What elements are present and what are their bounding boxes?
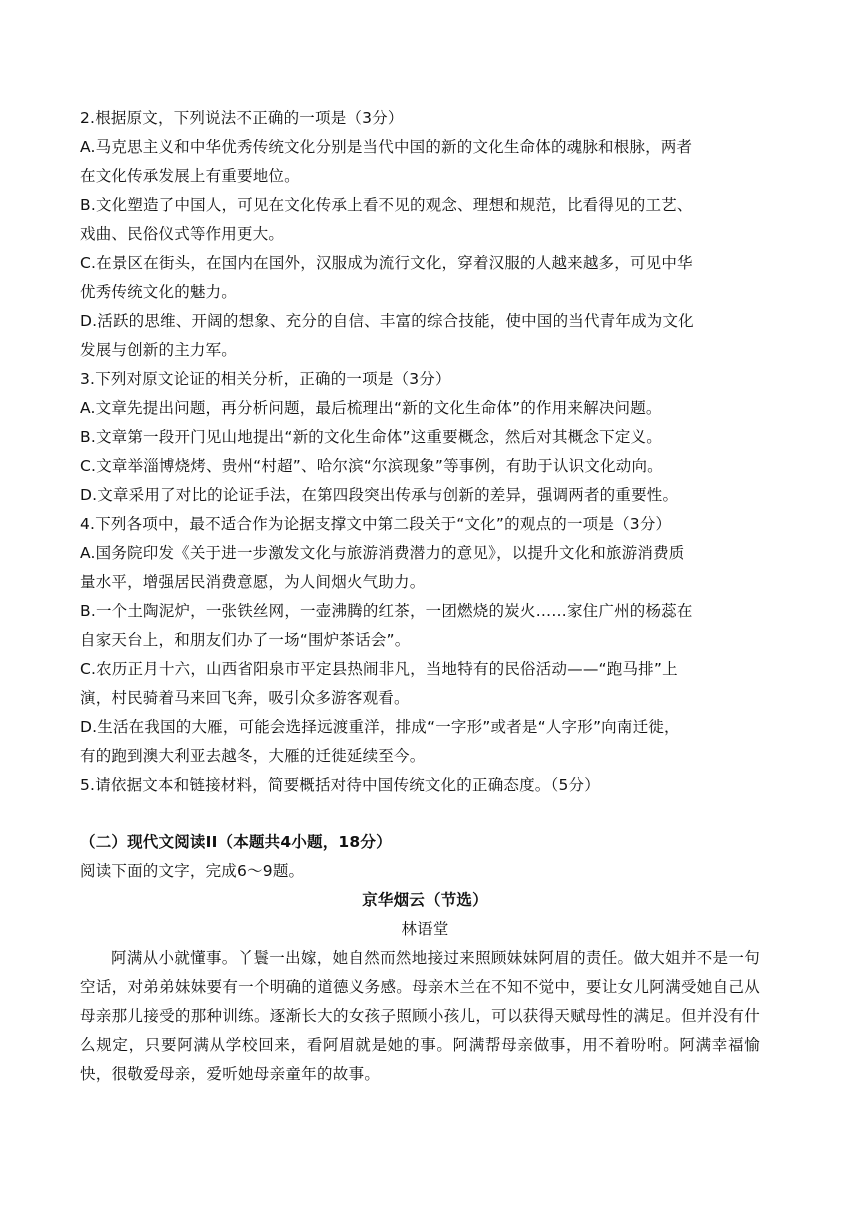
question-4-option-b-cont: 自家天台上，和朋友们办了一场“围炉茶话会”。 <box>80 631 411 649</box>
question-4-option-c-cont: 演，村民骑着马来回飞奔，吸引众多游客观看。 <box>80 689 410 707</box>
question-2-option-b-cont: 戏曲、民俗仪式等作用更大。 <box>80 225 285 243</box>
question-4-option-d: D.生活在我国的大雁，可能会选择远渡重洋，排成“一字形”或者是“人字形”向南迁徙， <box>80 718 680 736</box>
question-2-option-d-cont: 发展与创新的主力军。 <box>80 341 238 359</box>
question-2-option-a-cont: 在文化传承发展上有重要地位。 <box>80 167 300 185</box>
question-2-option-b: B.文化塑造了中国人，可见在文化传承上看不见的观念、理想和规范，比看得见的工艺、 <box>80 196 693 214</box>
question-3-option-d: D.文章采用了对比的论证手法，在第四段突出传承与创新的差异，强调两者的重要性。 <box>80 486 679 504</box>
question-4-option-a: A.国务院印发《关于进一步激发文化与旅游消费潜力的意见》，以提升文化和旅游消费质 <box>80 544 685 562</box>
question-3-option-a: A.文章先提出问题，再分析问题，最后梳理出“新的文化生命体”的作用来解决问题。 <box>80 399 662 417</box>
article-title: 京华烟云（节选） <box>362 891 488 909</box>
question-5-stem: 5.请依据文本和链接材料，简要概括对待中国传统文化的正确态度。（5分） <box>80 776 600 794</box>
section-gap <box>80 800 770 828</box>
question-4-option-b: B.一个土陶泥炉，一张铁丝网，一壶沸腾的红茶，一团燃烧的炭火……家住广州的杨蕊在 <box>80 602 693 620</box>
question-2-option-c: C.在景区在街头，在国内在国外，汉服成为流行文化，穿着汉服的人越来越多，可见中华 <box>80 254 693 272</box>
article-paragraph: 阿满从小就懂事。丫鬟一出嫁，她自然而然地接过来照顾妹妹阿眉的责任。做大姐并不是一句空话，对弟弟妹妹要有一个明确的道德义务感。母亲木兰在不知不觉中，要让女儿阿满受她自己从母亲那儿接受的那种训练。逐渐长大的女孩子照顾小孩儿，可以获得天赋母性的满足。但并没有什么规定，只要阿满从学校回来，看阿眉就是她的事。阿满帮母亲做事，用不着吩咐。阿满幸福愉快，很敬爱母亲，爱听她母亲童年的故事。 <box>80 949 760 1083</box>
exam-page <box>80 104 770 1089</box>
question-3-option-b: B.文章第一段开门见山地提出“新的文化生命体”这重要概念，然后对其概念下定义。 <box>80 428 662 446</box>
question-4-option-c: C.农历正月十六，山西省阳泉市平定县热闹非凡，当地特有的民俗活动——“跑马排”上 <box>80 660 678 678</box>
question-2-stem: 2.根据原文，下列说法不正确的一项是（3分） <box>80 109 404 127</box>
question-2-option-a: A.马克思主义和中华优秀传统文化分别是当代中国的新的文化生命体的魂脉和根脉，两者 <box>80 138 693 156</box>
question-4-option-a-cont: 量水平，增强居民消费意愿，为人间烟火气助力。 <box>80 573 426 591</box>
section-2-instruction: 阅读下面的文字，完成6～9题。 <box>80 862 305 880</box>
article-author: 林语堂 <box>401 920 449 938</box>
section-2-heading: （二）现代文阅读II（本题共4小题，18分） <box>80 833 392 851</box>
question-3-option-c: C.文章举淄博烧烤、贵州“村超”、哈尔滨“尔滨现象”等事例，有助于认识文化动向。 <box>80 457 663 475</box>
question-2-option-c-cont: 优秀传统文化的魅力。 <box>80 283 238 301</box>
question-3-stem: 3.下列对原文论证的相关分析，正确的一项是（3分） <box>80 370 451 388</box>
question-4-stem: 4.下列各项中，最不适合作为论据支撑文中第二段关于“文化”的观点的一项是（3分） <box>80 515 672 533</box>
question-2-option-d: D.活跃的思维、开阔的想象、充分的自信、丰富的综合技能，使中国的当代青年成为文化 <box>80 312 694 330</box>
question-4-option-d-cont: 有的跑到澳大利亚去越冬，大雁的迁徙延续至今。 <box>80 747 426 765</box>
